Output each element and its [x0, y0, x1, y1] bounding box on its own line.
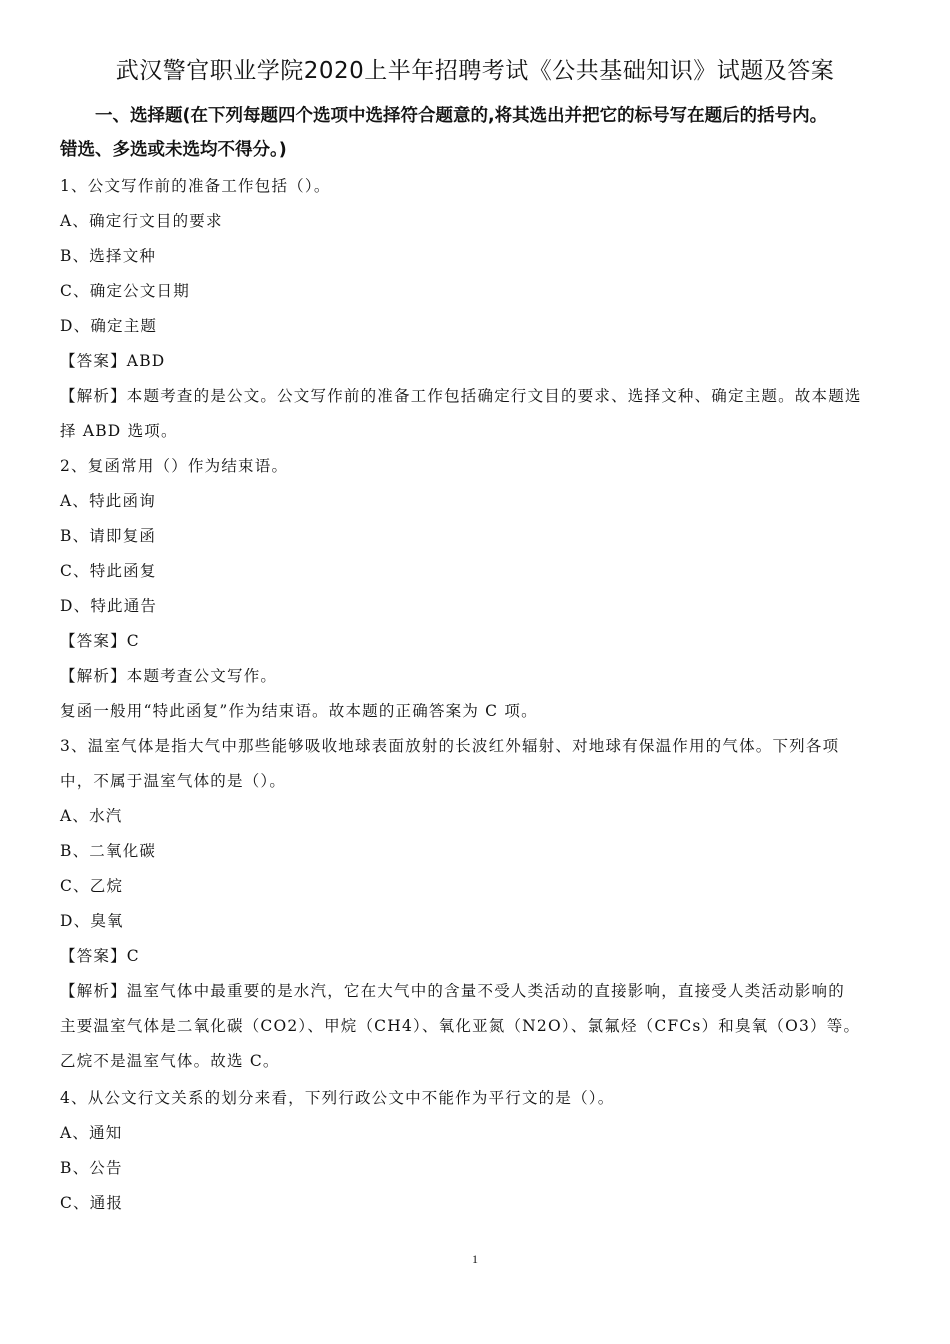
- text-line: C、确定公文日期: [60, 282, 190, 300]
- text-line: 【解析】本题考查公文写作。: [60, 667, 278, 685]
- text-line: D、臭氧: [60, 912, 124, 930]
- text-line: B、请即复函: [60, 527, 157, 545]
- text-line: 主要温室气体是二氧化碳（CO2）、甲烷（CH4）、氧化亚氮（N2O）、氯氟烃（CFCs）和臭氧（O3）等。: [60, 1017, 861, 1035]
- text-line: D、确定主题: [60, 317, 158, 335]
- text-line: 中，不属于温室气体的是（）。: [60, 772, 287, 790]
- text-line: C、乙烷: [60, 877, 124, 895]
- text-line: 择 ABD 选项。: [60, 422, 178, 440]
- text-line: D、特此通告: [60, 597, 158, 615]
- text-line: B、选择文种: [60, 247, 157, 265]
- text-line: 复函一般用“特此函复”作为结束语。故本题的正确答案为 C 项。: [60, 702, 538, 720]
- text-line: A、通知: [60, 1124, 123, 1142]
- text-line: 【解析】温室气体中最重要的是水汽，它在大气中的含量不受人类活动的直接影响，直接受人类活动影响的: [60, 982, 845, 1000]
- text-line: 乙烷不是温室气体。故选 C。: [60, 1052, 280, 1070]
- text-line: B、二氧化碳: [60, 842, 157, 860]
- text-line: 1、公文写作前的准备工作包括（）。: [60, 177, 331, 195]
- text-line: A、确定行文目的要求: [60, 212, 223, 230]
- page-number: 1: [472, 1252, 478, 1266]
- document-title: 武汉警官职业学院2020上半年招聘考试《公共基础知识》试题及答案: [115, 58, 835, 84]
- section-heading-continued: 错选、多选或未选均不得分。): [60, 140, 287, 160]
- text-line: 【答案】C: [60, 632, 140, 650]
- text-line: B、公告: [60, 1159, 123, 1177]
- text-line: 【答案】C: [60, 947, 140, 965]
- text-line: A、水汽: [60, 807, 123, 825]
- text-line: 2、复函常用（）作为结束语。: [60, 457, 289, 475]
- section-heading: 一、选择题(在下列每题四个选项中选择符合题意的,将其选出并把它的标号写在题后的括号内。: [95, 106, 828, 126]
- text-line: 【解析】本题考查的是公文。公文写作前的准备工作包括确定行文目的要求、选择文种、确定主题。故本题选: [60, 387, 862, 405]
- text-line: 【答案】ABD: [60, 352, 166, 370]
- text-line: 3、温室气体是指大气中那些能够吸收地球表面放射的长波红外辐射、对地球有保温作用的气体。下列各项: [60, 737, 840, 755]
- text-line: 4、从公文行文关系的划分来看，下列行政公文中不能作为平行文的是（）。: [60, 1089, 615, 1107]
- text-line: C、通报: [60, 1194, 124, 1212]
- text-line: C、特此函复: [60, 562, 157, 580]
- text-line: A、特此函询: [60, 492, 156, 510]
